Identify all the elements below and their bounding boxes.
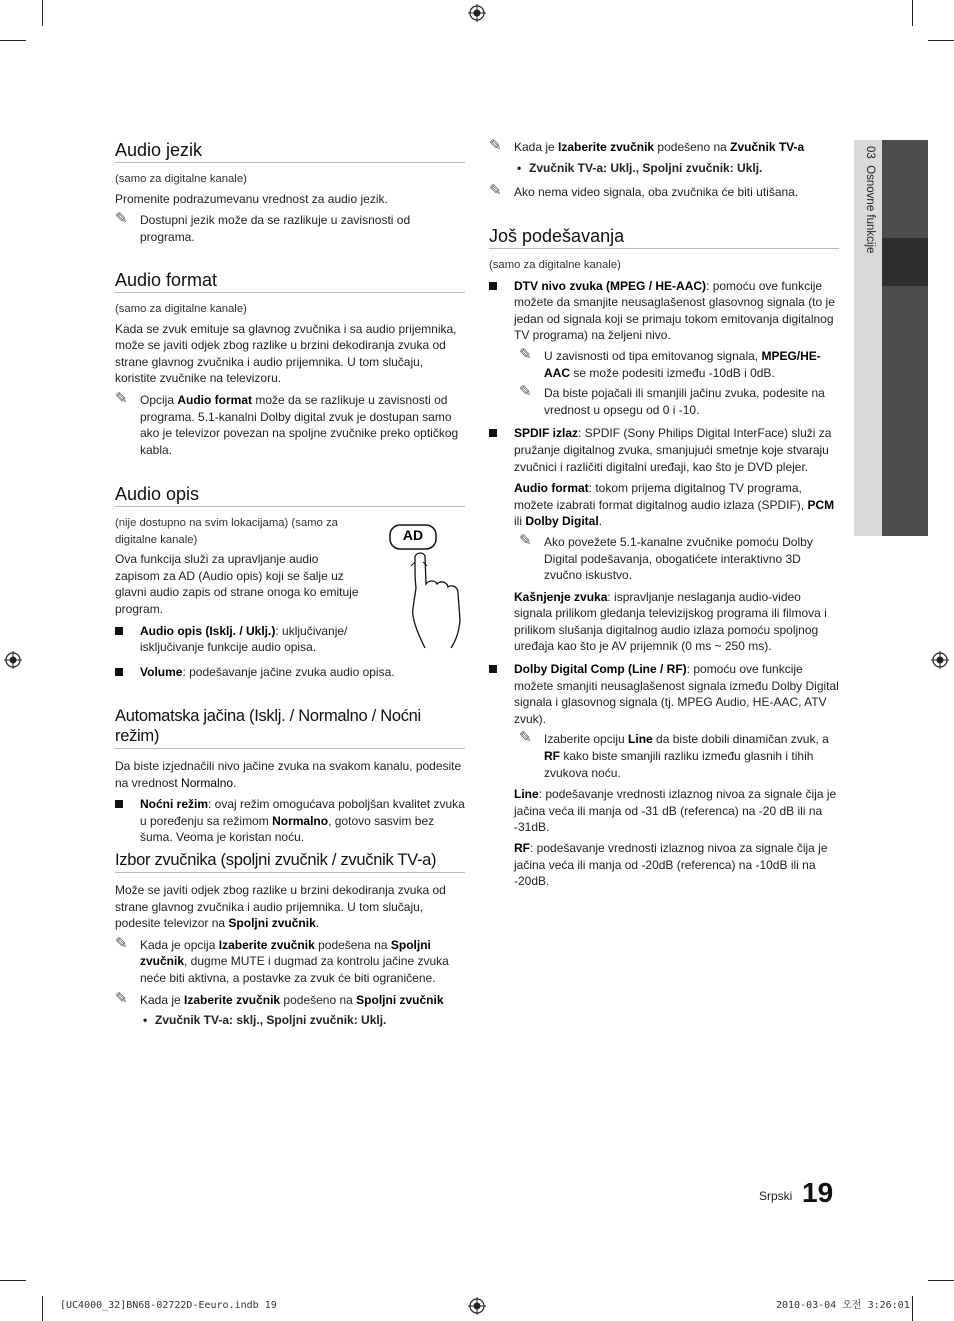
availability-note: (samo za digitalne kanale): [489, 259, 621, 271]
footer-timestamp: 2010-03-04 오전 3:26:01: [776, 1300, 910, 1311]
section-automatska-jacina: [115, 706, 465, 846]
section-title: Audio opis: [115, 484, 465, 507]
list-item: SPDIF izlaz: SPDIF (Sony Philips Digital InterFace) služi za pružanje digitalnog zvuka, smanjujući smetnje koje stvaraju zvučnici i različiti digitalni uređaji, kao što je DVD plejer. Audio format: tokom prijema digitalnog TV programa, možete izabrati format digitalnog audio izlaza (SPDIF), PCM ili Dolby Digital. ✎ Ako povežete 5.1-kanalne zvučnike pomoću Dolby Digital podešavanja, obogatićete interaktivno 3D zvučno iskustvo. Kašnjenje zvuka: ispravljanje neslaganja audio-video signala prilikom gledanja televizijskog programa ili filmova i prilikom slušanja digitalnog audio izlaza pomoću spoljnog uređaja kao što je AV prijemnik (0 ms ~ 250 ms).: [489, 425, 839, 655]
crop-mark: [928, 1280, 954, 1281]
sub-item: Kašnjenje zvuka: ispravljanje neslaganja audio-video signala prilikom gledanja televizijskog programa ili filmova i prilikom slušanja digitalnog audio izlaza pomoću spoljnog uređaja kao što je AV prijemnik (0 ms ~ 250 ms).: [514, 589, 827, 654]
list-item: Noćni režim: ovaj režim omogućava poboljšan kvalitet zvuka u poređenju sa režimom Normalno, gotovo sasvim bez šuma. Veoma je koristan noću.: [115, 796, 465, 846]
list-item: Volume: podešavanje jačine zvuka audio opisa.: [115, 664, 465, 681]
registration-mark-icon: [931, 651, 949, 669]
crop-mark: [912, 0, 913, 26]
footer-file-info: [UC4000_32]BN68-02722D-Eeuro.indb 19: [60, 1300, 277, 1311]
pencil-note-icon: ✎: [115, 989, 128, 1007]
sub-item: Line: podešavanje vrednosti izlaznog nivoa za signale čija je jačina veća ili manja od -31 dB (referenca) na -20 dB ili na -31dB.: [514, 787, 837, 835]
body-text: Može se javiti odjek zbog razlike u brzini dekodiranja zvuka od strane glavnog zvučnika i audio prijemnika. U tom slučaju, podesite televizor na Spoljni zvučnik.: [115, 883, 446, 931]
note: ✎ Opcija Audio format može da se razlikuje u zavisnosti od programa. 5.1-kanalni Dolby digital zvuk je dostupan samo ako je televizor povezan na spoljne zvučnike preko optičkog kabla.: [115, 389, 459, 457]
page-number: 19: [802, 1177, 834, 1208]
ad-button-label: AD: [402, 527, 424, 543]
list-item: Dolby Digital Comp (Line / RF): pomoću ove funkcije možete smanjiti neusaglašenost signala između Dolby Digital signala i glasovnog signala (tj. MPEG Audio, HE-AAC, ATV zvuk). ✎ Izaberite opciju Line da biste dobili dinamičan zvuk, a RF kako biste smanjili razliku između glasnih i tihih zvukova noću. Line: podešavanje vrednosti izlaznog nivoa za signale čija je jačina veća ili manja od -31 dB (referenca) na -20 dB ili na -31dB. RF: podešavanje vrednosti izlaznog nivoa za signale čija je jačina veća ili manja od -20dB (referenca) na -10dB ili na -20dB.: [489, 661, 839, 890]
note: ✎ Izaberite opciju Line da biste dobili dinamičan zvuk, a RF kako biste smanjili razliku između glasnih i tihih zvukova noću.: [519, 729, 829, 780]
section-title: Automatska jačina (Isklj. / Normalno / Noćni režim): [115, 706, 465, 749]
sub-item: RF: podešavanje vrednosti izlaznog nivoa za signale čija je jačina veća ili manja od -20dB (referenca) na -10dB ili na -20dB.: [514, 841, 828, 889]
note: ✎ Kada je Izaberite zvučnik podešeno na Spoljni zvučnik: [115, 989, 444, 1007]
side-tab-label: 03 Osnovne funkcije: [864, 146, 876, 254]
note: ✎ Dostupni jezik može da se razlikuje u zavisnosti od programa.: [115, 210, 411, 244]
availability-note: (samo za digitalne kanale): [115, 303, 247, 315]
crop-mark: [928, 40, 954, 41]
pencil-note-icon: ✎: [519, 531, 532, 549]
page-language: Srpski: [759, 1189, 793, 1203]
note: ✎ Da biste pojačali ili smanjili jačinu zvuka, podesite na vrednost u opsegu od 0 i -10.: [519, 383, 825, 417]
section-audio-format: [115, 270, 465, 458]
section-title: Audio jezik: [115, 140, 465, 163]
note: ✎ Kada je Izaberite zvučnik podešeno na Zvučnik TV-a: [489, 137, 805, 154]
body-text: Da biste izjednačili nivo jačine zvuka na svakom kanalu, podesite na vrednost Normalno.: [115, 759, 462, 790]
pencil-note-icon: ✎: [115, 389, 128, 407]
pencil-note-icon: ✎: [519, 729, 532, 747]
section-audio-jezik: [115, 140, 465, 245]
crop-mark: [0, 40, 26, 41]
note: ✎ U zavisnosti od tipa emitovanog signala, MPEG/HE-AAC se može podesiti između -10dB i 0dB.: [519, 345, 821, 380]
registration-mark-icon: [4, 651, 22, 669]
body-text: Ova funkcija služi za upravljanje audio zapisom za AD (Audio opis) koji se šalje uz glavni audio zapis od strane onoga ko emituje program.: [115, 552, 359, 616]
pencil-note-icon: ✎: [519, 383, 532, 401]
note: ✎ Ako povežete 5.1-kanalne zvučnike pomoću Dolby Digital podešavanja, obogatićete interaktivno 3D zvučno iskustvo.: [519, 531, 813, 583]
pencil-note-icon: ✎: [115, 210, 128, 228]
list-item: Audio opis (Isklj. / Uklj.): uključivanje/ isključivanje funkcije audio opisa.: [115, 623, 365, 656]
crop-mark: [912, 1296, 913, 1321]
crop-mark: [42, 0, 43, 26]
section-audio-opis: [115, 484, 465, 680]
section-title: Audio format: [115, 270, 465, 293]
pencil-note-icon: ✎: [489, 182, 502, 200]
crop-mark: [42, 1296, 43, 1321]
registration-mark-icon: [468, 4, 486, 22]
note: ✎ Kada je opcija Izaberite zvučnik podešena na Spoljni zvučnik, dugme MUTE i dugmad za kontrolu jačine zvuka neće biti aktivna, a postavke za zvuk će biti ograničene.: [115, 934, 449, 985]
section-title: Još podešavanja: [489, 226, 839, 249]
pencil-note-icon: ✎: [489, 137, 502, 154]
note: ✎ Ako nema video signala, oba zvučnika će biti utišana.: [489, 182, 799, 200]
registration-mark-icon: [468, 1297, 486, 1315]
speaker-notes: [489, 139, 839, 201]
section-title: Izbor zvučnika (spoljni zvučnik / zvučnik TV-a): [115, 850, 465, 873]
availability-note: (samo za digitalne kanale): [115, 173, 247, 185]
side-tab-dark: [882, 140, 928, 536]
list-item: DTV nivo zvuka (MPEG / HE-AAC): pomoću ove funkcije možete da smanjite neusaglašenost glasovnog signala (to je jedan od signala koji se primaju tokom emitovanja digitalnog TV programa) na željeni nivo. ✎ U zavisnosti od tipa emitovanog signala, MPEG/HE-AAC se može podesiti između -10dB i 0dB. ✎ Da biste pojačali ili smanjili jačinu zvuka, podesite na vrednost u opsegu od 0 i -10.: [489, 278, 839, 419]
pencil-note-icon: ✎: [115, 934, 128, 952]
body-text: Kada se zvuk emituje sa glavnog zvučnika i sa audio prijemnika, može se javiti odjek zbog razlike u brzini dekodiranja zvuka od strane glavnog zvučnika i audio prijemnika. U tom slučaju, koristite zvučnike na televizoru.: [115, 321, 457, 386]
section-izbor-zvucnika: [115, 850, 465, 1029]
list-item: • Zvučnik TV-a: sklj., Spoljni zvučnik: Uklj.: [143, 1013, 387, 1028]
body-text: Promenite podrazumevanu vrednost za audio jezik.: [115, 191, 388, 206]
side-tab-marker: [882, 238, 928, 286]
list-item: • Zvučnik TV-a: Uklj., Spoljni zvučnik: Uklj.: [517, 160, 763, 175]
sub-item: Audio format: tokom prijema digitalnog TV programa, možete izabrati format digitalnog audio izlaza (SPDIF), PCM ili Dolby Digital.: [514, 481, 835, 529]
crop-mark: [0, 1280, 26, 1281]
availability-note: (nije dostupno na svim lokacijama) (samo za digitalne kanale): [115, 517, 338, 546]
pencil-note-icon: ✎: [519, 345, 532, 363]
section-jos-podesavanja: [489, 226, 839, 890]
